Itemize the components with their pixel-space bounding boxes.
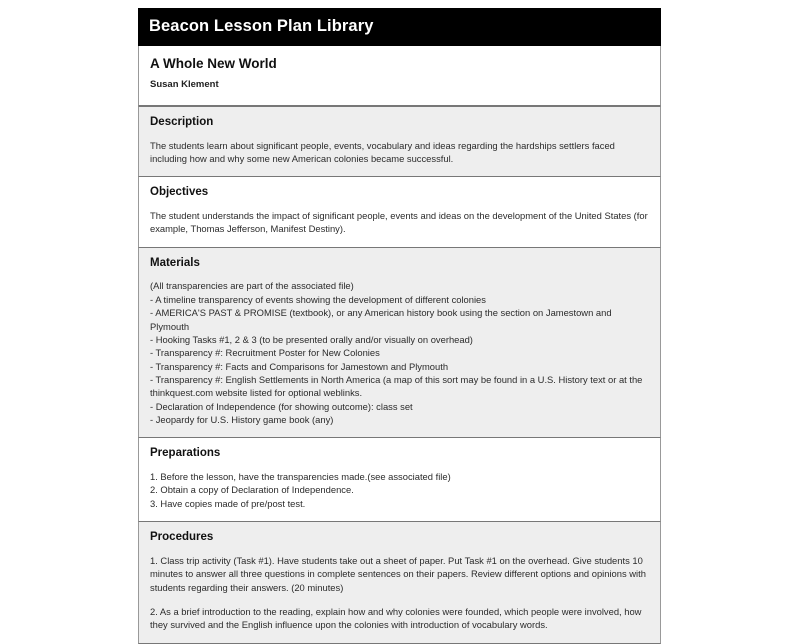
list-item: - Transparency #: English Settlements in North America (a map of this sort may be found in a U.S. History text or at the thinkquest.com website listed for optional weblinks. [150, 373, 643, 399]
list-item: 2. Obtain a copy of Declaration of Independence. [150, 484, 354, 496]
list-item: 1. Before the lesson, have the transparencies made.(see associated file) [150, 471, 451, 483]
site-title: Beacon Lesson Plan Library [149, 17, 374, 35]
section-materials [138, 248, 661, 439]
section-heading-materials: Materials [150, 256, 200, 269]
section-heading-procedures: Procedures [150, 531, 214, 544]
section-heading-description: Description [150, 115, 214, 128]
lesson-title: A Whole New World [150, 56, 277, 72]
section-procedures [138, 522, 661, 644]
list-item: - A timeline transparency of events showing the development of different colonies [150, 293, 486, 305]
section-heading-objectives: Objectives [150, 186, 209, 199]
list-item: - Transparency #: Facts and Comparisons for Jamestown and Plymouth [150, 360, 449, 372]
list-item: 3. Have copies made of pre/post test. [150, 497, 306, 509]
section-description [138, 106, 661, 177]
list-item: (All transparencies are part of the associated file) [150, 280, 354, 292]
lesson-author: Susan Klement [150, 79, 219, 91]
section-preparations [138, 438, 661, 522]
list-item: - Jeopardy for U.S. History game book (any) [150, 413, 334, 425]
site-masthead [138, 8, 661, 46]
list-item: - Transparency #: Recruitment Poster for New Colonies [150, 347, 380, 359]
section-body-procedures [150, 554, 649, 632]
section-body-description: The students learn about significant people, events, vocabulary and ideas regarding the hardships settlers faced including how and why some new American colonies became successful. [150, 139, 615, 164]
lesson-title-block [138, 46, 661, 106]
list-item: - Declaration of Independence (for showing outcome): class set [150, 400, 413, 412]
list-item: - Hooking Tasks #1, 2 & 3 (to be presented orally and/or visually on overhead) [150, 333, 473, 345]
paragraph: 2. As a brief introduction to the reading, explain how and why colonies were founded, which people were involved, how they survived and the English influence upon the colonies with introduction of vocabulary words. [150, 605, 642, 631]
paragraph: 1. Class trip activity (Task #1). Have students take out a sheet of paper. Put Task #1 on the overhead. Give students 10 minutes to answer all three questions in complete sentences on their papers. Review different options and opinions with students regarding their answers. (20 minutes) [150, 554, 646, 593]
section-body-preparations [150, 470, 649, 510]
section-heading-preparations: Preparations [150, 447, 221, 460]
section-body-objectives: The student understands the impact of significant people, events and ideas on the development of the United States (for example, Thomas Jefferson, Manifest Destiny). [150, 210, 648, 235]
list-item: - AMERICA'S PAST & PROMISE (textbook), or any American history book using the section on Jamestown and Plymouth [150, 307, 612, 332]
lesson-plan-document [138, 0, 661, 644]
section-body-materials [150, 279, 649, 426]
section-objectives [138, 177, 661, 247]
